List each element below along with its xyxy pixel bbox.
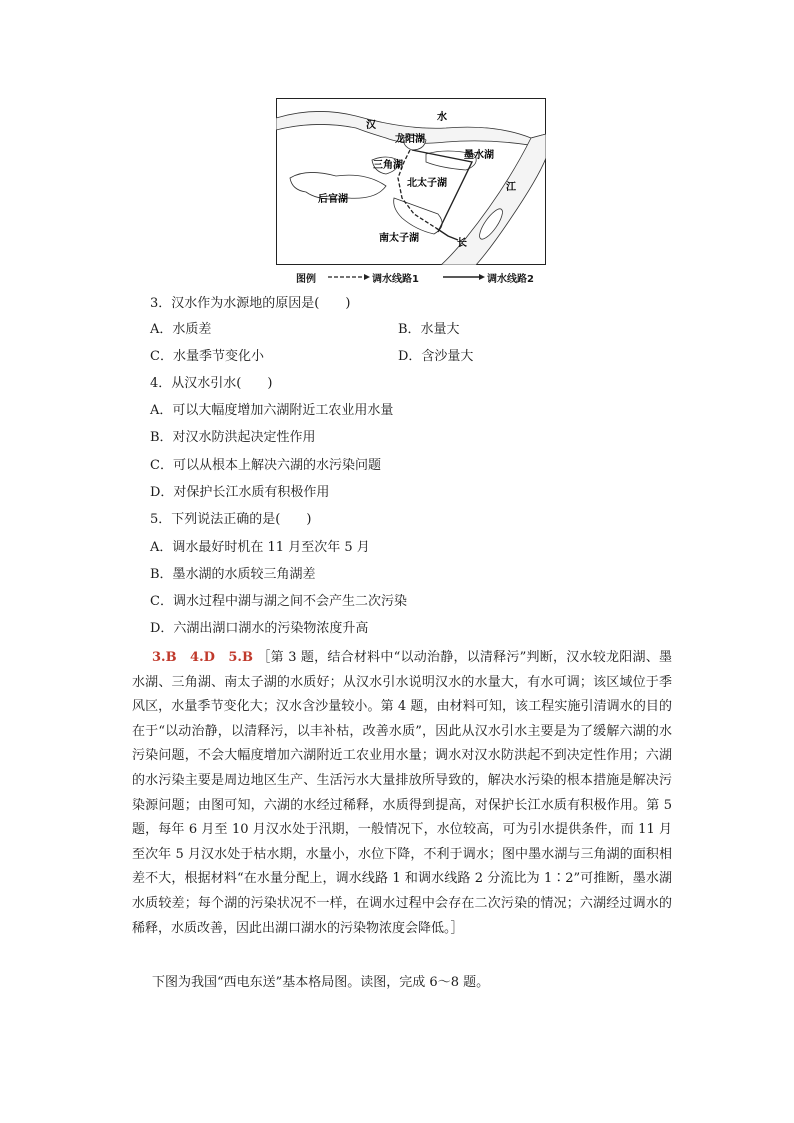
legend-route-2-symbol — [441, 272, 487, 282]
question-5-option-c: C．调水过程中湖与湖之间不会产生二次污染 — [150, 594, 407, 609]
map-label-jiang: 江 — [506, 182, 516, 193]
question-5-stem: 5．下列说法正确的是( ) — [150, 512, 312, 527]
map-label-shui: 水 — [437, 112, 447, 123]
question-3-stem: 3．汉水作为水源地的原因是( ) — [150, 296, 351, 311]
map-label-beitaizi: 北太子湖 — [407, 178, 447, 189]
map-label-longyang: 龙阳湖 — [395, 134, 425, 145]
legend-route-1-label: 调水线路1 — [372, 273, 419, 285]
question-4-option-b: B．对汉水防洪起决定性作用 — [150, 430, 316, 445]
question-5-option-b: B．墨水湖的水质较三角湖差 — [150, 567, 316, 582]
map-label-han: 汉 — [366, 120, 376, 131]
question-4-option-a: A．可以大幅度增加六湖附近工农业用水量 — [150, 403, 394, 418]
legend-route-2-label: 调水线路2 — [486, 273, 534, 285]
map-label-nantaizi: 南太子湖 — [379, 233, 419, 244]
question-3-option-b: B．水量大 — [398, 322, 460, 337]
answer-keys: 3.B 4.D 5.B — [152, 650, 253, 665]
question-4-option-c: C．可以从根本上解决六湖的水污染问题 — [150, 458, 381, 473]
question-3-option-c: C．水量季节变化小 — [150, 349, 264, 364]
question-4-stem: 4．从汉水引水( ) — [150, 376, 273, 391]
legend-route-1-symbol — [326, 272, 372, 282]
legend-title: 图例 — [296, 273, 316, 285]
question-3-option-d: D．含沙量大 — [398, 349, 474, 364]
map-label-chang: 长 — [457, 238, 467, 249]
lake-map-svg — [276, 98, 546, 265]
map-legend — [296, 270, 534, 284]
map-label-houguan: 后官湖 — [318, 194, 348, 205]
answer-text: ［第 3 题，结合材料中“以动治静，以清释污”判断，汉水较龙阳湖、墨水湖、三角湖、南太子湖的水质好；从汉水引水说明汉水的水量大，有水可调；该区域位于季风区，水量季节变化大；汉水含沙量较小。第 4 题，由材料可知，该工程实施引清调水的目的在于“以动治静，以清释污，以丰补枯，改善水质”，因此从汉水引水主要是为了缓解六湖的水污染问题，不会大幅度增加六湖附近工农业用水量；调水对汉水防洪起不到决定性作用；六湖的水污染主要是周边地区生产、生活污水大量排放所导致的，解决水污染的根本措施是解决污染源问题；由图可知，六湖的水经过稀释，水质得到提高，对保护长江水质有积极作用。第 5 题，每年 6 月至 10 月汉水处于汛期，一般情况下，水位较高，可为引水提供条件，而 11 月至次年 5 月汉水处于枯水期，水量小，水位下降，不利于调水；图中墨水湖与三角湖的面积相差不大，根据材料“在水量分配上，调水线路 1 和调水线路 2 分流比为 1∶2”可推断，墨水湖水质较差；每个湖的污染状况不一样，在调水过程中会存在二次污染的情况；六湖经过调水的稀释，水质改善，因此出湖口湖水的污染物浓度会降低。］ — [132, 650, 673, 936]
question-4-option-d: D．对保护长江水质有积极作用 — [150, 485, 330, 500]
next-section-intro: 下图为我国“西电东送”基本格局图。读图，完成 6～8 题。 — [152, 975, 490, 990]
question-3-option-a: A．水质差 — [150, 322, 212, 337]
answer-explanation — [132, 646, 672, 941]
question-5-option-d: D．六湖出湖口湖水的污染物浓度升高 — [150, 621, 369, 636]
lake-map-figure — [276, 98, 546, 265]
question-5-option-a: A．调水最好时机在 11 月至次年 5 月 — [150, 540, 370, 555]
map-label-moshui: 墨水湖 — [464, 150, 494, 161]
map-label-sanjiao: 三角湖 — [373, 160, 403, 171]
